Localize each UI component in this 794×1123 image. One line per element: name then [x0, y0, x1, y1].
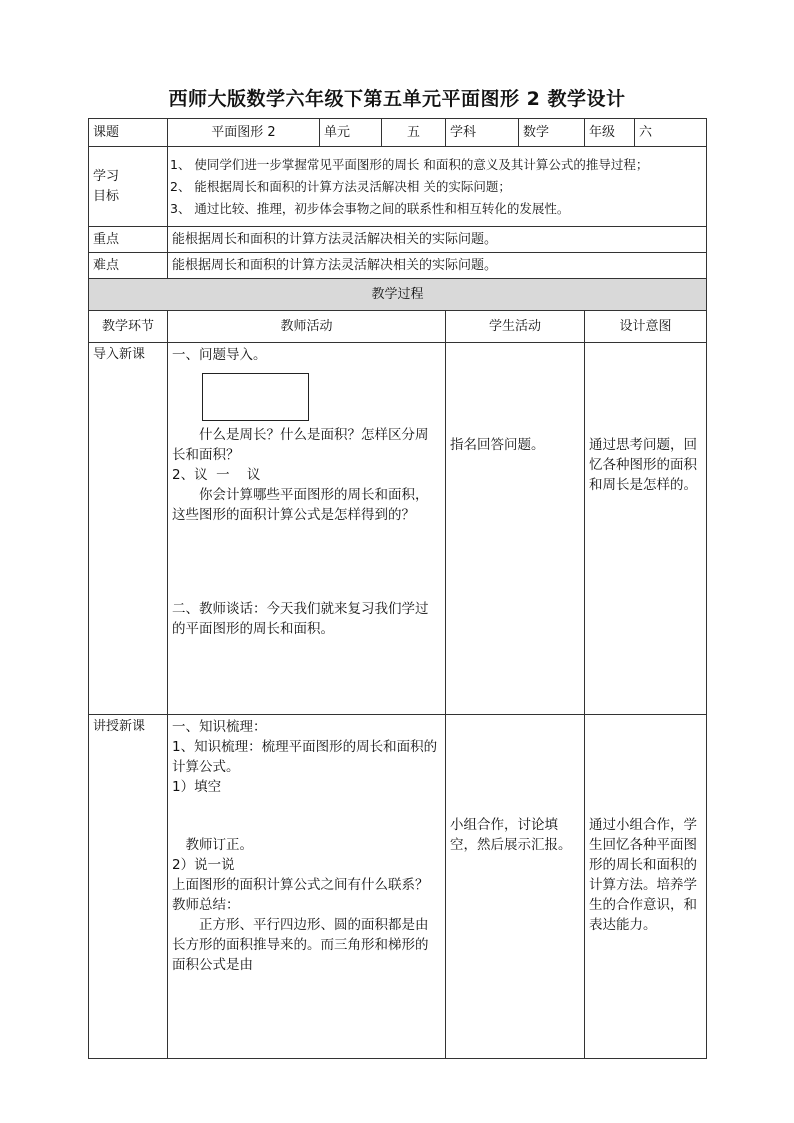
teacher-text: 正方形、平行四边形、圆的面积都是由长方形的面积推导来的。而三角形和梯形的面积公式是由	[172, 917, 429, 973]
process-header: 教学过程	[89, 279, 707, 311]
teacher-text: 2）说一说	[172, 857, 235, 873]
difficulty-label: 难点	[89, 253, 168, 279]
rectangle-figure	[202, 373, 309, 421]
col-header-intent: 设计意图	[585, 311, 707, 343]
goal-item: 3、 通过比较、推理，初步体会事物之间的联系性和相互转化的发展性。	[170, 200, 570, 216]
design-intent: 通过小组合作，学生回忆各种平面图形的周长和面积的计算方法。培养学生的合作意识，和表达能力。	[585, 715, 707, 1059]
design-intent: 通过思考问题，回忆各种图形的面积和周长是怎样的。	[585, 343, 707, 715]
column-header-row	[89, 311, 707, 343]
key-point-text: 能根据周长和面积的计算方法灵活解决相关的实际问题。	[168, 227, 707, 253]
teacher-text: 教师订正。	[185, 837, 253, 853]
teacher-text: 教师总结：	[172, 897, 240, 913]
unit-label: 单元	[320, 119, 382, 147]
col-header-stage: 教学环节	[89, 311, 168, 343]
col-header-teacher: 教师活动	[168, 311, 446, 343]
difficulty-row	[89, 253, 707, 279]
discipline-label: 学科	[446, 119, 519, 147]
teacher-text: 一、问题导入。	[172, 347, 267, 363]
lesson-plan-table	[88, 118, 707, 1059]
key-point-label: 重点	[89, 227, 168, 253]
stage-name: 导入新课	[89, 343, 168, 715]
stage-row-new	[89, 715, 707, 1059]
teacher-text: 1）填空	[172, 779, 222, 795]
student-activity: 小组合作，讨论填空，然后展示汇报。	[446, 715, 585, 1059]
grade-label: 年级	[585, 119, 635, 147]
page-title: 西师大版数学六年级下第五单元平面图形 2 教学设计	[168, 88, 626, 110]
key-point-row	[89, 227, 707, 253]
teacher-text: 2、议 一 议	[172, 467, 261, 483]
teacher-text: 什么是周长？什么是面积？怎样区分周长和面积？	[172, 427, 429, 463]
teacher-text: 上面图形的面积计算公式之间有什么联系？	[172, 877, 429, 893]
teacher-text: 一、知识梳理：	[172, 719, 267, 735]
info-row	[89, 119, 707, 147]
difficulty-text: 能根据周长和面积的计算方法灵活解决相关的实际问题。	[168, 253, 707, 279]
subject-value: 平面图形 2	[168, 119, 320, 147]
unit-value: 五	[382, 119, 446, 147]
goals-row	[89, 147, 707, 227]
process-header-row	[89, 279, 707, 311]
goal-item: 1、 使同学们进一步掌握常见平面图形的周长 和面积的意义及其计算公式的推导过程；	[170, 156, 649, 172]
stage-row-intro	[89, 343, 707, 715]
grade-value: 六	[635, 119, 707, 147]
goal-item: 2、 能根据周长和面积的计算方法灵活解决相 关的实际问题；	[170, 178, 511, 194]
teacher-text: 1、知识梳理：梳理平面图形的周长和面积的计算公式。	[172, 739, 438, 775]
student-activity: 指名回答问题。	[446, 343, 585, 715]
stage-name: 讲授新课	[89, 715, 168, 1059]
teacher-text: 你会计算哪些平面图形的周长和面积，这些图形的面积计算公式是怎样得到的？	[172, 487, 429, 523]
discipline-value: 数学	[519, 119, 585, 147]
teacher-text: 二、教师谈话：今天我们就来复习我们学过的平面图形的周长和面积。	[172, 601, 429, 637]
goals-label: 学习 目标	[89, 147, 168, 227]
subject-label: 课题	[89, 119, 168, 147]
col-header-student: 学生活动	[446, 311, 585, 343]
